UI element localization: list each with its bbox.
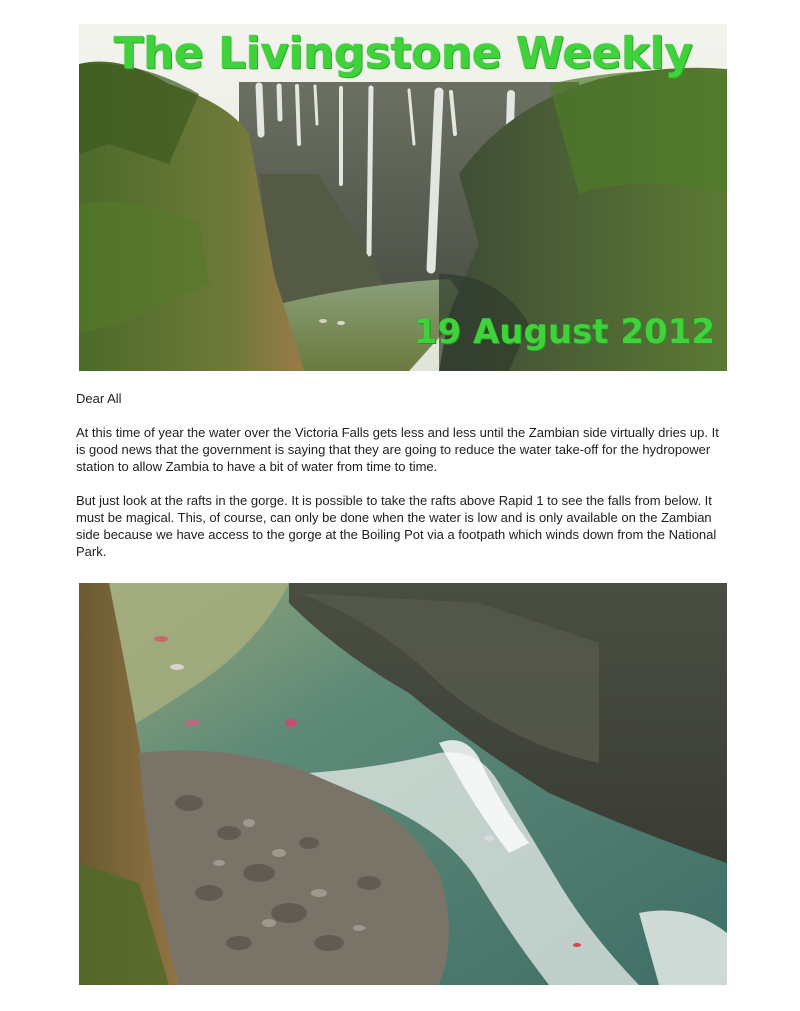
header-photo [79, 24, 727, 371]
masthead-title: The Livingstone Weekly [113, 28, 693, 79]
letter-paragraph-1: At this time of year the water over the Victoria Falls gets less and less until the Zambian side virtually dries up. It is good news that the government is saying that they are going to reduce the water take-off for the hydropower station to allow Zambia to have a bit of water from time to time. [76, 425, 719, 474]
issue-date: 19 August 2012 [413, 312, 715, 352]
letter-greeting: Dear All [76, 391, 122, 406]
letter-body [76, 390, 728, 577]
gorge-photo [79, 583, 727, 985]
gorge-rafts-photo [79, 583, 727, 985]
letter-paragraph-2: But just look at the rafts in the gorge. It is possible to take the rafts above Rapid 1 to see the falls from below. It must be magical. This, of course, can only be done when the water is low and is only available on the Zambian side because we have access to the gorge at the Boiling Pot via a footpath which winds down from the National Park. [76, 493, 717, 559]
